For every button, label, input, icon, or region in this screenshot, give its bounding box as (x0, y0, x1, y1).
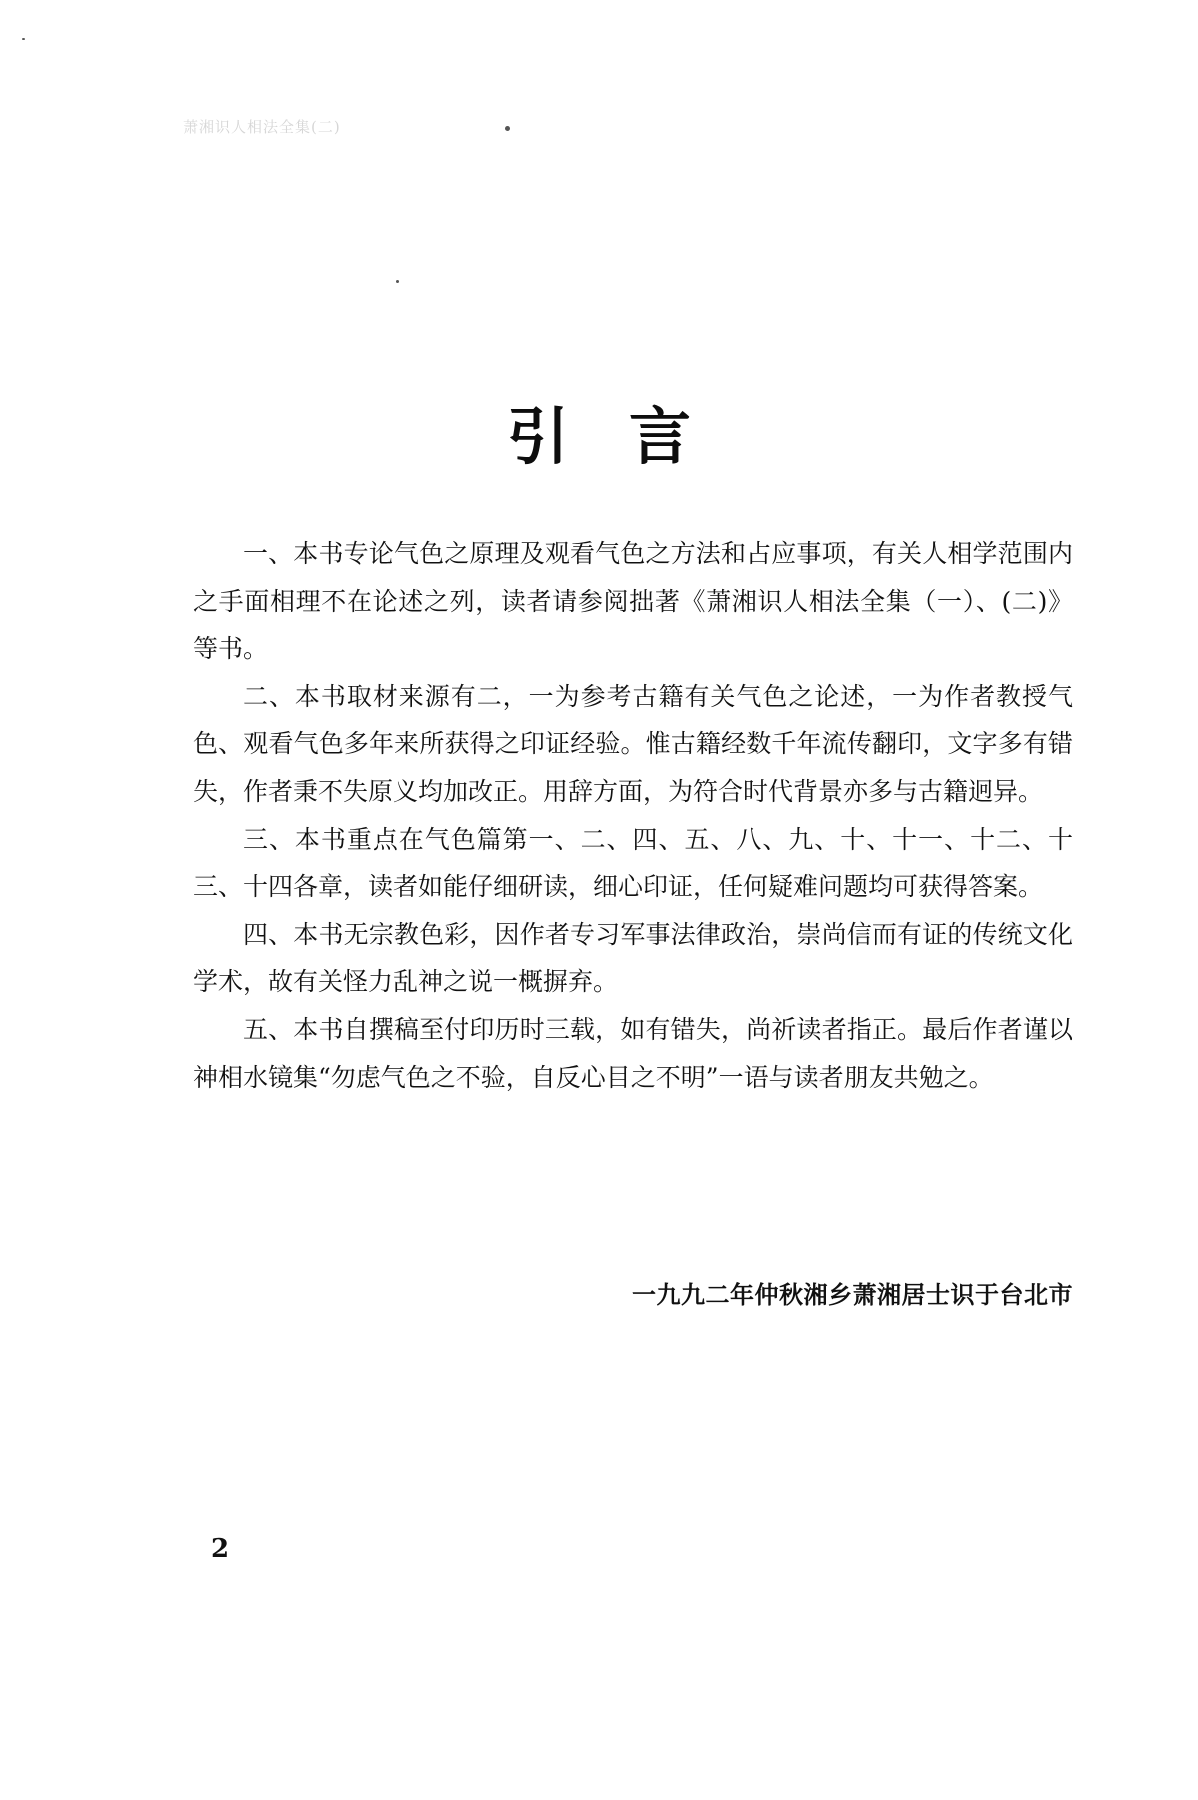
paragraph-4: 四、本书无宗教色彩，因作者专习军事法律政治，崇尚信而有证的传统文化学术，故有关怪力乱神之说一概摒弃。 (193, 919, 1073, 997)
scan-speck (505, 126, 510, 131)
paragraph-3: 三、本书重点在气色篇第一、二、四、五、八、九、十、十一、十二、十三、十四各章，读者如能仔细研读，细心印证，任何疑难问题均可获得答案。 (193, 824, 1073, 902)
running-header: 萧湘识人相法全集(二) (183, 118, 341, 136)
paragraph-5: 五、本书自撰稿至付印历时三载，如有错失，尚祈读者指正。最后作者谨以神相水镜集“勿虑气色之不验，自反心目之不明”一语与读者朋友共勉之。 (193, 1014, 1073, 1092)
author-signature-line: 一九九二年仲秋湘乡萧湘居士识于台北市 (632, 1281, 1073, 1309)
scan-speck (22, 38, 25, 40)
paragraph-2: 二、本书取材来源有二，一为参考古籍有关气色之论述，一为作者教授气色、观看气色多年来所获得之印证经验。惟古籍经数千年流传翻印，文字多有错失，作者秉不失原义均加改正。用辞方面，为符合时代背景亦多与古籍迥异。 (193, 681, 1073, 806)
page-title: 引言 (506, 399, 751, 473)
paragraph-1: 一、本书专论气色之原理及观看气色之方法和占应事项，有关人相学范围内之手面相理不在论述之列，读者请参阅拙著《萧湘识人相法全集（一）、(二)》等书。 (193, 539, 1073, 664)
preface-body (193, 530, 1073, 1101)
scan-speck (396, 280, 399, 283)
page-number: 2 (211, 1534, 230, 1564)
